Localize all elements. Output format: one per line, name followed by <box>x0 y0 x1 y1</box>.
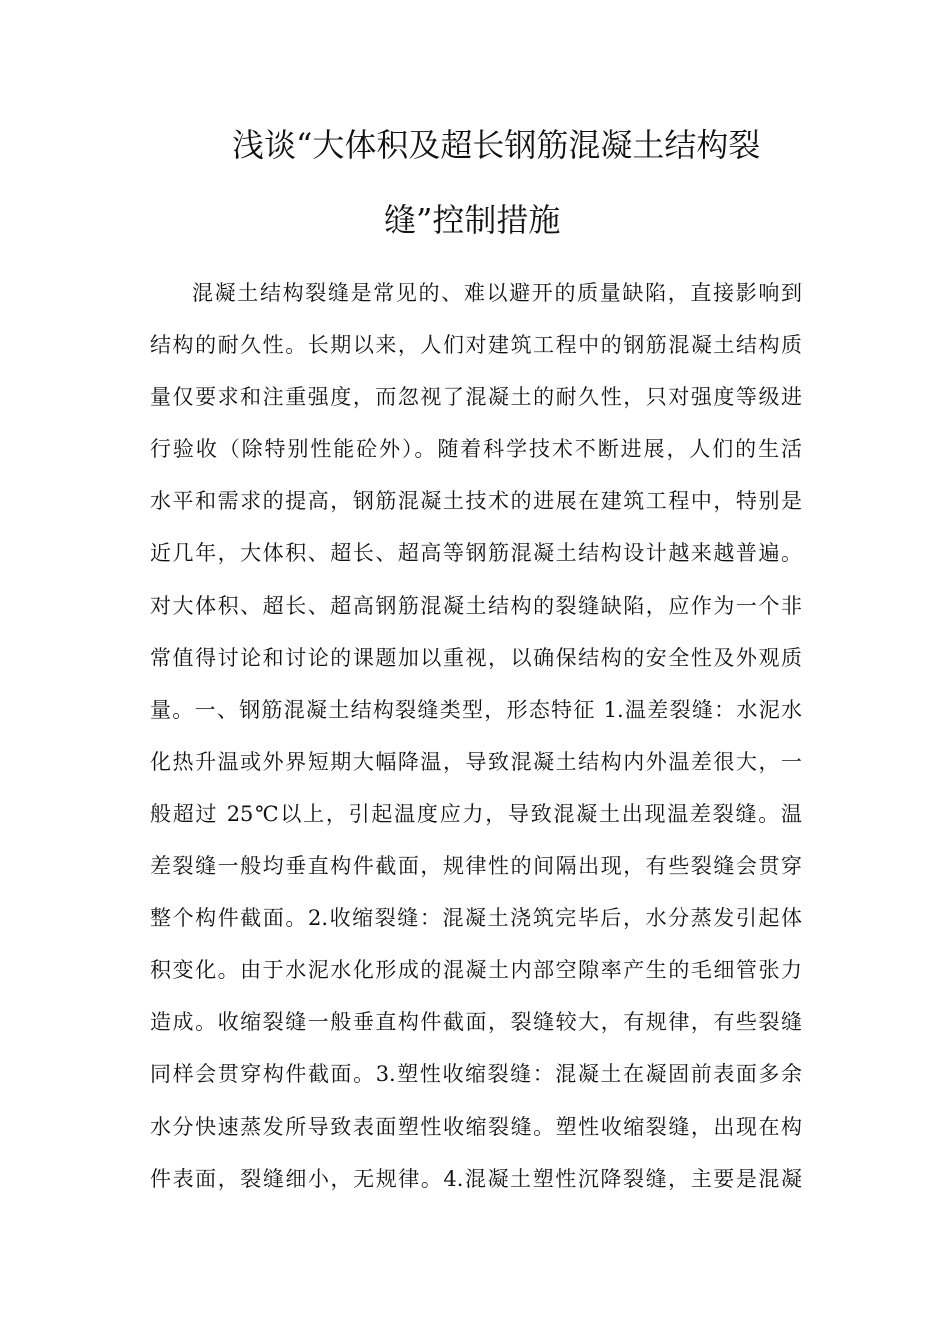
body-line: 量。一、钢筋混凝土结构裂缝类型，形态特征 1.温差裂缝：水泥水 <box>150 697 802 722</box>
body-line: 近几年，大体积、超长、超高等钢筋混凝土结构设计越来越普遍。 <box>150 541 802 566</box>
body-line: 行验收（除特别性能砼外）。随着科学技术不断进展，人们的生活 <box>150 437 802 462</box>
body-line: 件表面，裂缝细小，无规律。4.混凝土塑性沉降裂缝，主要是混凝 <box>150 1166 802 1191</box>
body-line: 结构的耐久性。长期以来，人们对建筑工程中的钢筋混凝土结构质 <box>150 333 802 358</box>
body-line: 差裂缝一般均垂直构件截面，规律性的间隔出现，有些裂缝会贯穿 <box>150 854 802 879</box>
body-line: 同样会贯穿构件截面。3.塑性收缩裂缝：混凝土在凝固前表面多余 <box>150 1062 802 1087</box>
body-line: 混凝土结构裂缝是常见的、难以避开的质量缺陷，直接影响到 <box>192 281 802 305</box>
body-line: 水分快速蒸发所导致表面塑性收缩裂缝。塑性收缩裂缝，出现在构 <box>150 1114 802 1139</box>
body-line: 般超过 25℃以上，引起温度应力，导致混凝土出现温差裂缝。温 <box>150 801 802 826</box>
body-line: 造成。收缩裂缝一般垂直构件截面，裂缝较大，有规律，有些裂缝 <box>150 1010 802 1035</box>
body-line: 化热升温或外界短期大幅降温，导致混凝土结构内外温差很大，一 <box>150 749 802 774</box>
body-paragraph <box>150 278 802 1216</box>
body-line: 量仅要求和注重强度，而忽视了混凝土的耐久性，只对强度等级进 <box>150 385 802 410</box>
document-title-line-1: 浅谈“大体积及超长钢筋混凝土结构裂 <box>232 126 761 164</box>
body-line: 整个构件截面。2.收缩裂缝：混凝土浇筑完毕后，水分蒸发引起体 <box>150 906 802 931</box>
body-line: 对大体积、超长、超高钢筋混凝土结构的裂缝缺陷，应作为一个非 <box>150 593 802 618</box>
body-line: 积变化。由于水泥水化形成的混凝土内部空隙率产生的毛细管张力 <box>150 958 802 983</box>
body-line: 常值得讨论和讨论的课题加以重视，以确保结构的安全性及外观质 <box>150 645 802 670</box>
body-line: 水平和需求的提高，钢筋混凝土技术的进展在建筑工程中，特别是 <box>150 489 802 514</box>
document-title-line-2: 缝”控制措施 <box>384 201 561 239</box>
